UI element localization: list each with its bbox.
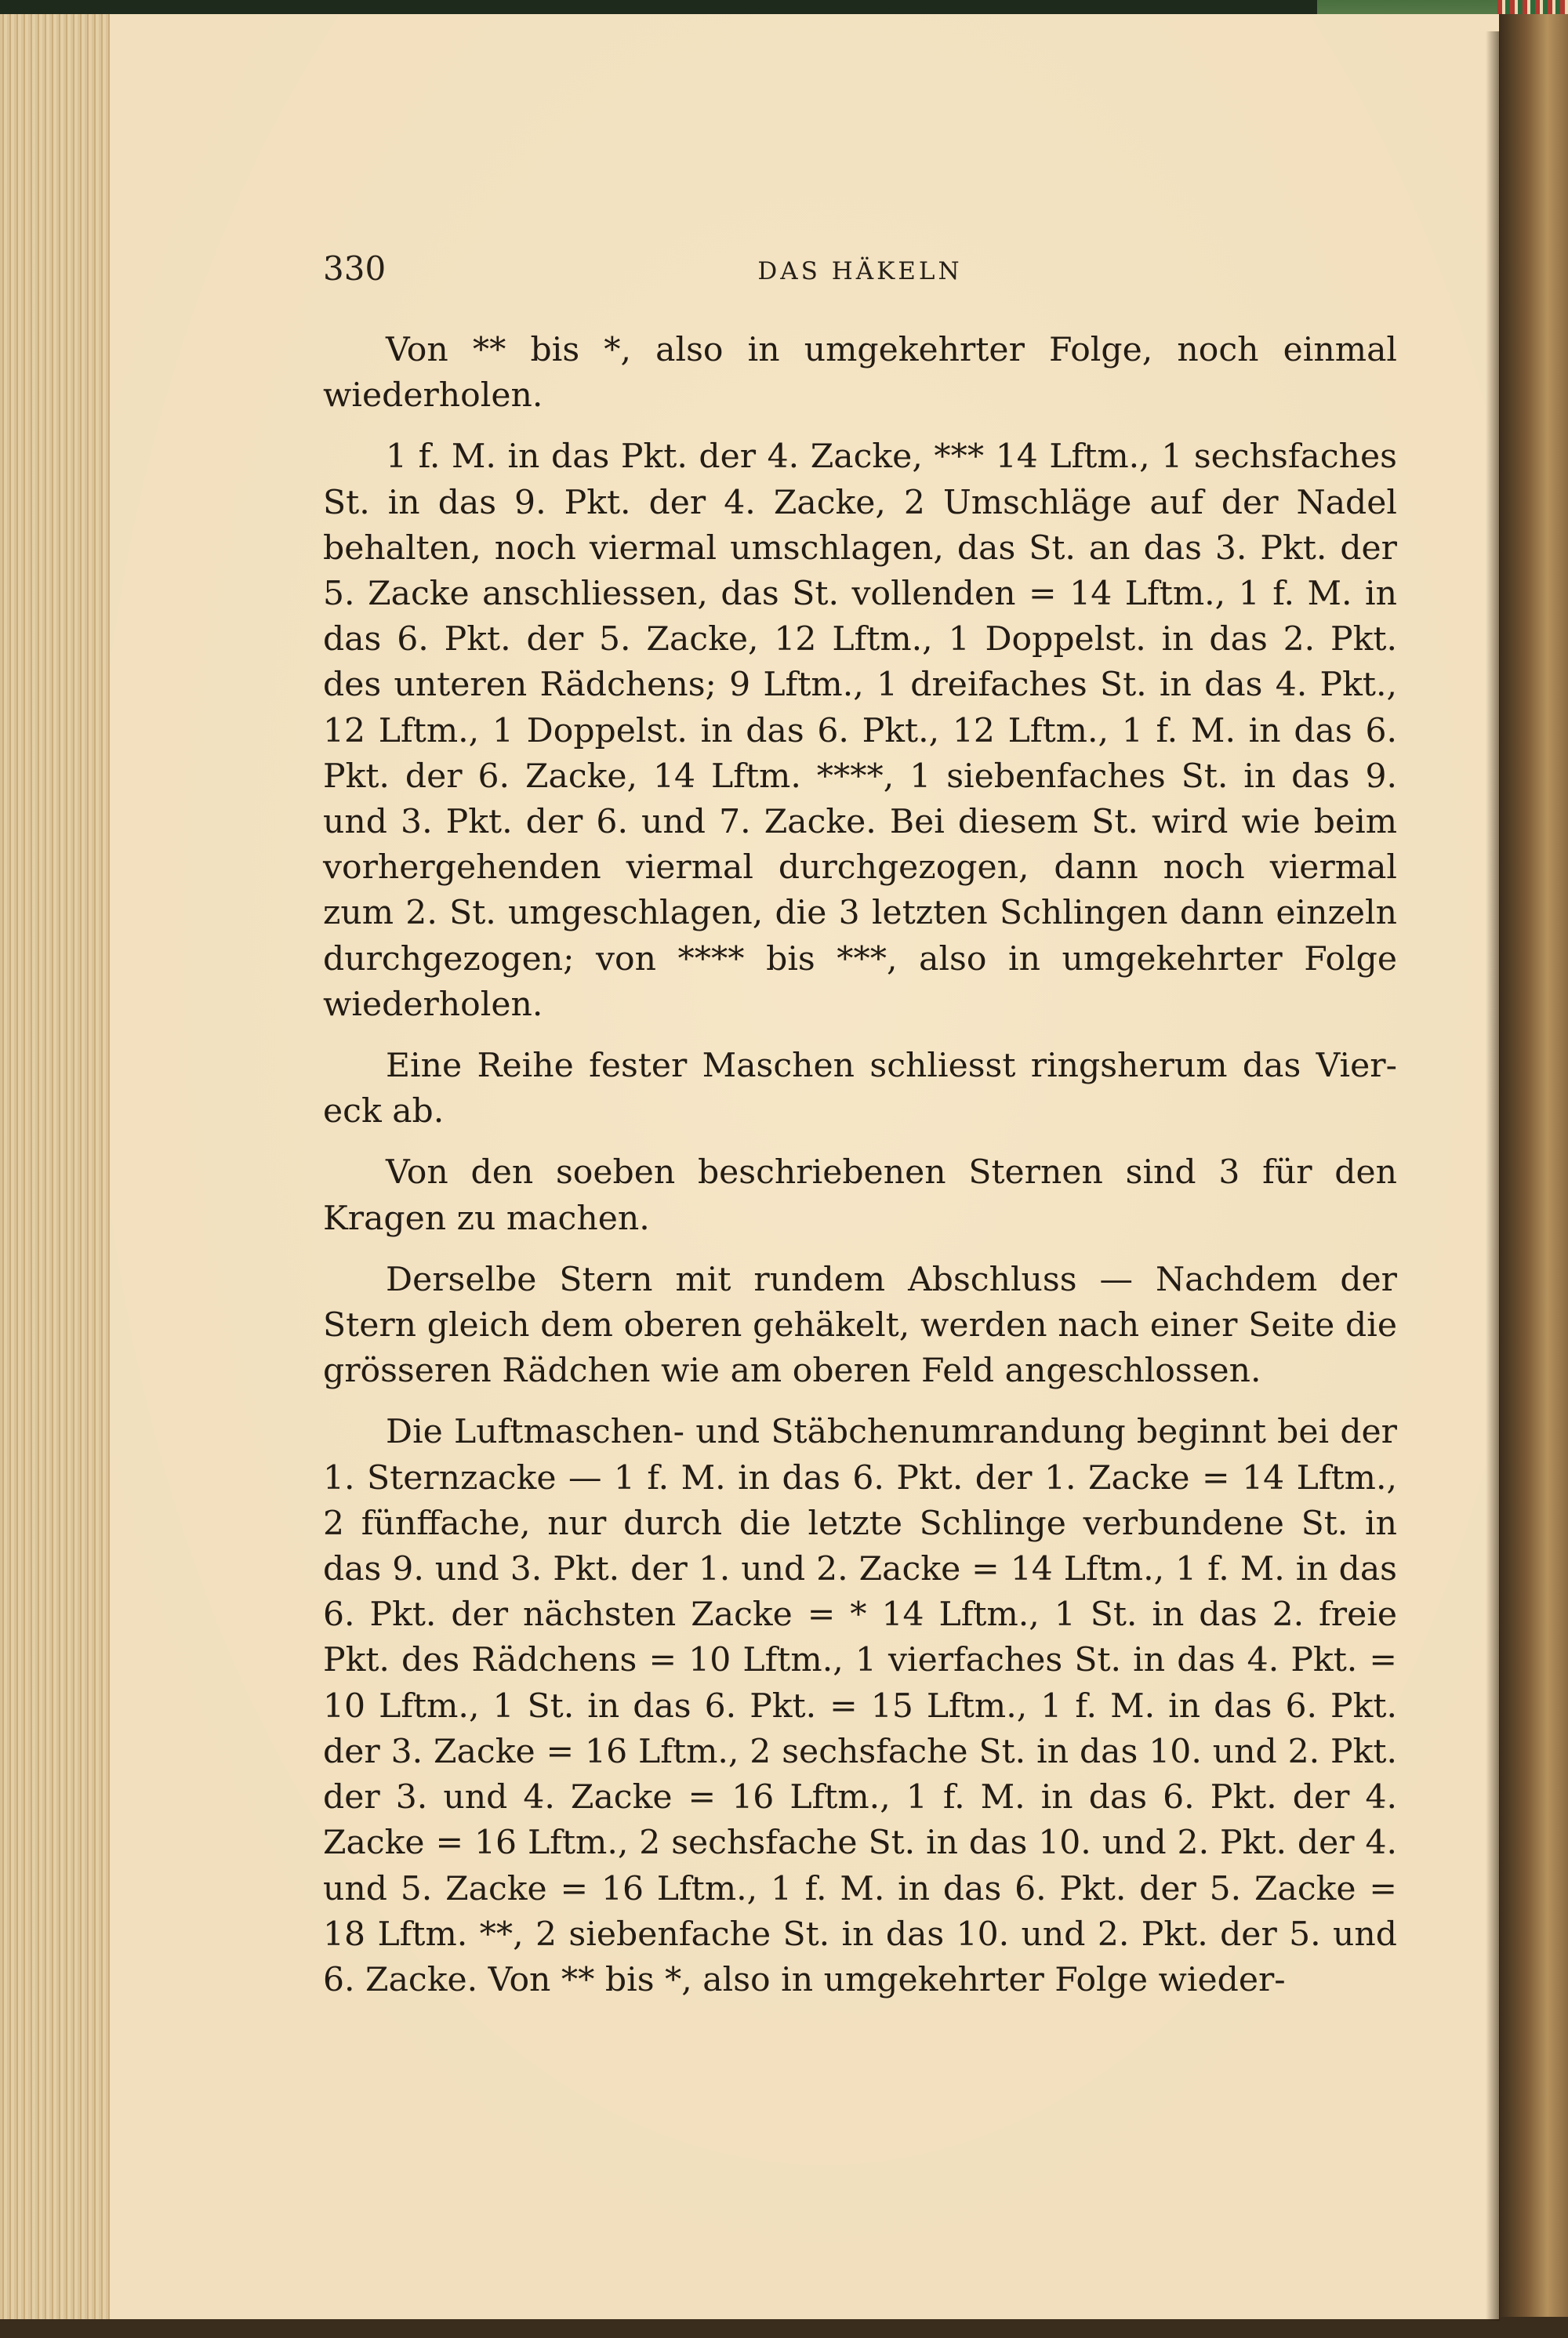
paragraph: Von den soeben beschriebenen Sternen sind 3 für den Kragen zu machen. — [323, 1153, 1397, 1238]
gutter-shadow — [1486, 31, 1500, 2321]
page-number: 330 — [323, 249, 387, 288]
page-edges-stack — [0, 14, 110, 2319]
book-spine-edge — [1499, 14, 1568, 2338]
page-header — [323, 249, 1397, 296]
paragraph: 1 f. M. in das Pkt. der 4. Zacke, *** 14 Lftm., 1 sechsfaches St. in das 9. Pkt. der 4. Zacke, 2 Umschläge auf der Nadel behalten, noch viermal umschlagen, das St. an das 3. Pkt. der 5. Zacke anschliessen, das St. vollenden = 14 Lftm., 1 f. M. in das 6. Pkt. der 5. Zacke, 12 Lftm., 1 Doppelst. in das 2. Pkt. des unteren Rädchens; 9 Lftm., 1 dreifaches St. in das 4. Pkt., 12 Lftm., 1 Doppelst. in das 6. Pkt., 12 Lftm., 1 f. M. in das 6. Pkt. der 6. Zacke, 14 Lftm. ****, 1 siebenfaches St. in das 9. und 3. Pkt. der 6. und 7. Zacke. Bei diesem St. wird wie beim vorhergehenden viermal durchgezogen, dann noch viermal zum 2. St. umgeschlagen, die 3 letzten Schlingen dann einzeln durchgezogen; von **** bis ***, also in umgekehrter Folge wiederholen. — [323, 437, 1397, 1024]
paragraph: Von ** bis *, also in umgekehrter Folge, noch einmal wiederholen. — [323, 331, 1397, 416]
page-body — [323, 328, 1397, 2019]
paragraph: Die Luftmaschen- und Stäbchenumrandung beginnt bei der 1. Sternzacke — 1 f. M. in das 6. Pkt. der 1. Zacke = 14 Lftm., 2 fünffache, nur durch die letzte Schlinge verbundene St. in das 9. und 3. Pkt. der 1. und 2. Zacke = 14 Lftm., 1 f. M. in das 6. Pkt. der nächsten Zacke = * 14 Lftm., 1 St. in das 2. freie Pkt. des Rädchens = 10 Lftm., 1 vierfaches St. in das 4. Pkt. = 10 Lftm., 1 St. in das 6. Pkt. = 15 Lftm., 1 f. M. in das 6. Pkt. der 3. Zacke = 16 Lftm., 2 sechsfache St. in das 10. und 2. Pkt. der 3. und 4. Zacke = 16 Lftm., 1 f. M. in das 6. Pkt. der 4. Zacke = 16 Lftm., 2 sechsfache St. in das 10. und 2. Pkt. der 4. und 5. Zacke = 16 Lftm., 1 f. M. in das 6. Pkt. der 5. Zacke = 18 Lftm. **, 2 siebenfache St. in das 10. und 2. Pkt. der 5. und 6. Zacke. Von ** bis *, also in umgekehrter Folge wieder- — [323, 1413, 1397, 1999]
paragraph: Eine Reihe fester Maschen schliesst ringsherum das Viereck ab. — [323, 1047, 1397, 1131]
running-head: DAS HÄKELN — [757, 257, 963, 285]
book-bottom-edge — [0, 2317, 1568, 2338]
paragraph: Derselbe Stern mit rundem Abschluss — Nachdem der Stern gleich dem oberen gehäkelt, werden nach einer Seite die grösseren Rädchen wie am oberen Feld angeschlossen. — [323, 1260, 1397, 1391]
